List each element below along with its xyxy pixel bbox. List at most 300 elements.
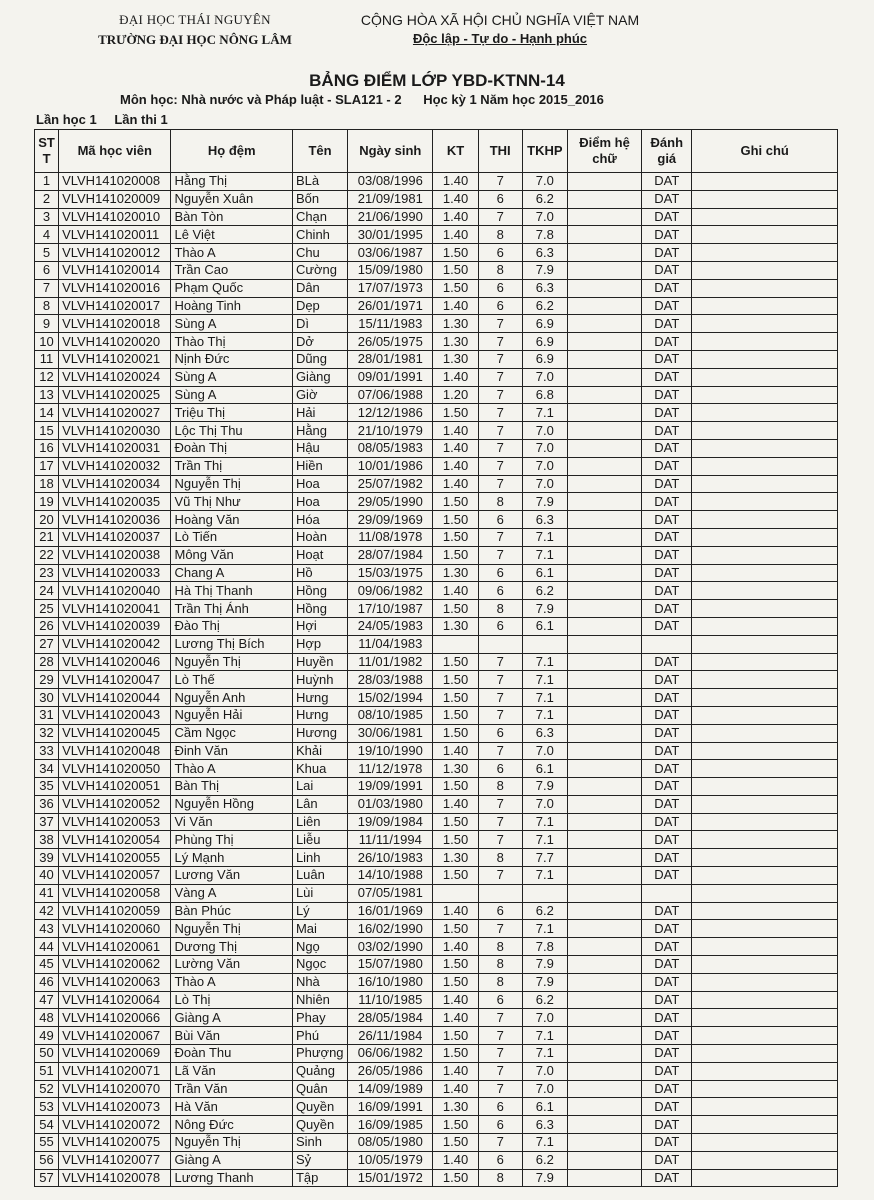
kt-score-cell: 1.50: [433, 867, 478, 885]
final-score-cell: 6.8: [522, 386, 567, 404]
evaluation-cell: DAT: [642, 333, 692, 351]
exam-score-cell: 7: [478, 671, 522, 689]
date-of-birth-cell: 26/10/1983: [348, 849, 433, 867]
date-of-birth-cell: 21/06/1990: [348, 208, 433, 226]
final-score-cell: [522, 884, 567, 902]
date-of-birth-cell: 16/01/1969: [348, 902, 433, 920]
evaluation-cell: DAT: [642, 831, 692, 849]
table-row: [35, 546, 838, 564]
student-id-cell: VLVH141020040: [59, 582, 171, 600]
row-number-cell: 13: [35, 386, 59, 404]
first-name-cell: Dương Thị: [171, 938, 292, 956]
date-of-birth-cell: 03/02/1990: [348, 938, 433, 956]
evaluation-cell: DAT: [642, 1062, 692, 1080]
letter-grade-cell: [567, 368, 641, 386]
evaluation-cell: DAT: [642, 546, 692, 564]
note-cell: [692, 1027, 838, 1045]
last-name-cell: Hồng: [292, 600, 347, 618]
date-of-birth-cell: 14/10/1988: [348, 867, 433, 885]
exam-score-cell: 6: [478, 244, 522, 262]
final-score-cell: 6.2: [522, 902, 567, 920]
student-id-cell: VLVH141020052: [59, 795, 171, 813]
final-score-cell: 6.9: [522, 350, 567, 368]
letter-grade-cell: [567, 279, 641, 297]
exam-score-cell: 6: [478, 724, 522, 742]
last-name-cell: Mai: [292, 920, 347, 938]
note-cell: [692, 920, 838, 938]
note-cell: [692, 884, 838, 902]
note-cell: [692, 635, 838, 653]
note-cell: [692, 279, 838, 297]
kt-score-cell: 1.30: [433, 1098, 478, 1116]
first-name-cell: Nguyễn Anh: [171, 689, 292, 707]
table-row: [35, 653, 838, 671]
first-name-cell: Trần Cao: [171, 261, 292, 279]
kt-score-cell: 1.50: [433, 261, 478, 279]
first-name-cell: Hà Thị Thanh: [171, 582, 292, 600]
last-name-cell: Khải: [292, 742, 347, 760]
row-number-cell: 15: [35, 422, 59, 440]
evaluation-cell: DAT: [642, 760, 692, 778]
exam-score-cell: 7: [478, 386, 522, 404]
table-row: [35, 404, 838, 422]
note-cell: [692, 1169, 838, 1187]
kt-score-cell: 1.40: [433, 297, 478, 315]
row-number-cell: 52: [35, 1080, 59, 1098]
row-number-cell: 1: [35, 173, 59, 191]
final-score-cell: 7.0: [522, 439, 567, 457]
final-score-cell: 7.9: [522, 261, 567, 279]
evaluation-cell: DAT: [642, 724, 692, 742]
student-id-cell: VLVH141020070: [59, 1080, 171, 1098]
evaluation-cell: DAT: [642, 350, 692, 368]
final-score-cell: 7.0: [522, 422, 567, 440]
note-cell: [692, 422, 838, 440]
kt-score-cell: 1.50: [433, 279, 478, 297]
subject-line: Môn học: Nhà nước và Pháp luật - SLA121 - 2: [120, 92, 402, 107]
row-number-cell: 50: [35, 1045, 59, 1063]
final-score-cell: 6.1: [522, 1098, 567, 1116]
last-name-cell: Dân: [292, 279, 347, 297]
exam-score-cell: 7: [478, 1009, 522, 1027]
table-row: [35, 511, 838, 529]
first-name-cell: Triệu Thị: [171, 404, 292, 422]
letter-grade-cell: [567, 795, 641, 813]
note-cell: [692, 742, 838, 760]
kt-score-cell: 1.50: [433, 528, 478, 546]
evaluation-cell: DAT: [642, 1116, 692, 1134]
student-id-cell: VLVH141020042: [59, 635, 171, 653]
table-row: [35, 528, 838, 546]
last-name-cell: Hợp: [292, 635, 347, 653]
table-row: [35, 884, 838, 902]
date-of-birth-cell: 06/06/1982: [348, 1045, 433, 1063]
row-number-cell: 22: [35, 546, 59, 564]
date-of-birth-cell: 08/05/1983: [348, 439, 433, 457]
evaluation-cell: DAT: [642, 1009, 692, 1027]
student-id-cell: VLVH141020031: [59, 439, 171, 457]
row-number-cell: 39: [35, 849, 59, 867]
col-header-last-name: Tên: [292, 130, 347, 173]
letter-grade-cell: [567, 991, 641, 1009]
national-heading: [330, 12, 670, 46]
evaluation-cell: DAT: [642, 422, 692, 440]
student-id-cell: VLVH141020077: [59, 1151, 171, 1169]
table-row: [35, 493, 838, 511]
last-name-cell: Linh: [292, 849, 347, 867]
last-name-cell: Lý: [292, 902, 347, 920]
exam-score-cell: 6: [478, 190, 522, 208]
table-row: [35, 190, 838, 208]
final-score-cell: 7.1: [522, 831, 567, 849]
last-name-cell: Khua: [292, 760, 347, 778]
issuer-block: [60, 12, 330, 48]
letter-grade-cell: [567, 315, 641, 333]
final-score-cell: 7.0: [522, 742, 567, 760]
student-id-cell: VLVH141020046: [59, 653, 171, 671]
letter-grade-cell: [567, 1045, 641, 1063]
national-motto: Độc lập - Tự do - Hạnh phúc: [412, 31, 588, 46]
exam-score-cell: 7: [478, 528, 522, 546]
row-number-cell: 25: [35, 600, 59, 618]
final-score-cell: 7.1: [522, 689, 567, 707]
col-header-tkhp: TKHP: [522, 130, 567, 173]
table-row: [35, 849, 838, 867]
col-header-note: Ghi chú: [692, 130, 838, 173]
last-name-cell: Hằng: [292, 422, 347, 440]
final-score-cell: 7.0: [522, 795, 567, 813]
row-number-cell: 55: [35, 1134, 59, 1152]
note-cell: [692, 617, 838, 635]
exam-score-cell: 7: [478, 867, 522, 885]
kt-score-cell: 1.40: [433, 173, 478, 191]
exam-attempt: Lần thi 1: [114, 112, 168, 127]
letter-grade-cell: [567, 457, 641, 475]
date-of-birth-cell: 11/08/1978: [348, 528, 433, 546]
col-header-stt: ST T: [35, 130, 59, 173]
exam-score-cell: 7: [478, 546, 522, 564]
last-name-cell: BLà: [292, 173, 347, 191]
date-of-birth-cell: 08/10/1985: [348, 706, 433, 724]
row-number-cell: 18: [35, 475, 59, 493]
student-id-cell: VLVH141020021: [59, 350, 171, 368]
letter-grade-cell: [567, 582, 641, 600]
evaluation-cell: DAT: [642, 1169, 692, 1187]
note-cell: [692, 813, 838, 831]
table-row: [35, 635, 838, 653]
kt-score-cell: 1.50: [433, 244, 478, 262]
document-title: BẢNG ĐIỂM LỚP YBD-KTNN-14: [309, 71, 565, 90]
first-name-cell: Nguyễn Thị: [171, 653, 292, 671]
date-of-birth-cell: 16/09/1991: [348, 1098, 433, 1116]
kt-score-cell: 1.40: [433, 1151, 478, 1169]
evaluation-cell: DAT: [642, 386, 692, 404]
exam-score-cell: 7: [478, 813, 522, 831]
row-number-cell: 57: [35, 1169, 59, 1187]
table-row: [35, 706, 838, 724]
row-number-cell: 4: [35, 226, 59, 244]
date-of-birth-cell: 14/09/1989: [348, 1080, 433, 1098]
student-id-cell: VLVH141020066: [59, 1009, 171, 1027]
col-header-dob: Ngày sinh: [348, 130, 433, 173]
row-number-cell: 23: [35, 564, 59, 582]
note-cell: [692, 938, 838, 956]
table-row: [35, 1151, 838, 1169]
letter-grade-cell: [567, 956, 641, 974]
col-header-thi: THI: [478, 130, 522, 173]
date-of-birth-cell: 21/09/1981: [348, 190, 433, 208]
student-id-cell: VLVH141020012: [59, 244, 171, 262]
table-row: [35, 991, 838, 1009]
date-of-birth-cell: 29/05/1990: [348, 493, 433, 511]
evaluation-cell: DAT: [642, 689, 692, 707]
date-of-birth-cell: 26/05/1986: [348, 1062, 433, 1080]
table-row: [35, 1116, 838, 1134]
row-number-cell: 8: [35, 297, 59, 315]
letter-grade-cell: [567, 511, 641, 529]
date-of-birth-cell: 25/07/1982: [348, 475, 433, 493]
letter-grade-cell: [567, 867, 641, 885]
table-row: [35, 724, 838, 742]
last-name-cell: Hưng: [292, 706, 347, 724]
date-of-birth-cell: 19/09/1984: [348, 813, 433, 831]
first-name-cell: Đoàn Thị: [171, 439, 292, 457]
note-cell: [692, 760, 838, 778]
first-name-cell: Vũ Thị Như: [171, 493, 292, 511]
letter-grade-cell: [567, 1009, 641, 1027]
note-cell: [692, 564, 838, 582]
exam-score-cell: 6: [478, 582, 522, 600]
table-row: [35, 813, 838, 831]
evaluation-cell: DAT: [642, 279, 692, 297]
table-row: [35, 173, 838, 191]
final-score-cell: 7.1: [522, 671, 567, 689]
first-name-cell: Thào Thị: [171, 333, 292, 351]
letter-grade-cell: [567, 938, 641, 956]
first-name-cell: Mông Văn: [171, 546, 292, 564]
evaluation-cell: DAT: [642, 439, 692, 457]
row-number-cell: 20: [35, 511, 59, 529]
evaluation-cell: DAT: [642, 653, 692, 671]
letter-grade-cell: [567, 475, 641, 493]
col-header-first-name: Họ đệm: [171, 130, 292, 173]
kt-score-cell: [433, 884, 478, 902]
letter-grade-cell: [567, 973, 641, 991]
exam-score-cell: 6: [478, 760, 522, 778]
date-of-birth-cell: 15/03/1975: [348, 564, 433, 582]
table-row: [35, 1062, 838, 1080]
last-name-cell: Lân: [292, 795, 347, 813]
row-number-cell: 3: [35, 208, 59, 226]
row-number-cell: 56: [35, 1151, 59, 1169]
table-row: [35, 315, 838, 333]
exam-score-cell: 8: [478, 778, 522, 796]
grades-table: [34, 129, 838, 1187]
col-header-kt: KT: [433, 130, 478, 173]
note-cell: [692, 368, 838, 386]
table-row: [35, 1098, 838, 1116]
letter-grade-cell: [567, 386, 641, 404]
kt-score-cell: 1.40: [433, 457, 478, 475]
first-name-cell: Lò Thế: [171, 671, 292, 689]
exam-score-cell: 8: [478, 600, 522, 618]
exam-score-cell: 8: [478, 493, 522, 511]
last-name-cell: Giàng: [292, 368, 347, 386]
final-score-cell: 7.9: [522, 956, 567, 974]
exam-score-cell: 6: [478, 279, 522, 297]
table-row: [35, 671, 838, 689]
kt-score-cell: 1.40: [433, 226, 478, 244]
note-cell: [692, 991, 838, 1009]
letter-grade-cell: [567, 208, 641, 226]
letter-grade-cell: [567, 831, 641, 849]
table-body: [35, 173, 838, 1187]
kt-score-cell: 1.40: [433, 208, 478, 226]
kt-score-cell: 1.50: [433, 1169, 478, 1187]
evaluation-cell: [642, 884, 692, 902]
student-id-cell: VLVH141020053: [59, 813, 171, 831]
final-score-cell: 6.2: [522, 991, 567, 1009]
student-id-cell: VLVH141020024: [59, 368, 171, 386]
note-cell: [692, 867, 838, 885]
letter-grade-cell: [567, 1062, 641, 1080]
evaluation-cell: DAT: [642, 867, 692, 885]
student-id-cell: VLVH141020063: [59, 973, 171, 991]
note-cell: [692, 261, 838, 279]
last-name-cell: Hồ: [292, 564, 347, 582]
date-of-birth-cell: 11/12/1978: [348, 760, 433, 778]
last-name-cell: Luân: [292, 867, 347, 885]
last-name-cell: Hiền: [292, 457, 347, 475]
table-row: [35, 422, 838, 440]
note-cell: [692, 511, 838, 529]
note-cell: [692, 208, 838, 226]
first-name-cell: Hằng Thị: [171, 173, 292, 191]
exam-score-cell: 7: [478, 831, 522, 849]
table-row: [35, 742, 838, 760]
evaluation-cell: DAT: [642, 511, 692, 529]
student-id-cell: VLVH141020075: [59, 1134, 171, 1152]
final-score-cell: 6.1: [522, 564, 567, 582]
row-number-cell: 6: [35, 261, 59, 279]
letter-grade-cell: [567, 1080, 641, 1098]
table-row: [35, 689, 838, 707]
last-name-cell: Huyền: [292, 653, 347, 671]
letter-grade-cell: [567, 261, 641, 279]
evaluation-cell: DAT: [642, 1151, 692, 1169]
final-score-cell: 7.0: [522, 1080, 567, 1098]
row-number-cell: 34: [35, 760, 59, 778]
student-id-cell: VLVH141020033: [59, 564, 171, 582]
letter-grade-cell: [567, 724, 641, 742]
letter-grade-cell: [567, 813, 641, 831]
first-name-cell: Lý Mạnh: [171, 849, 292, 867]
row-number-cell: 35: [35, 778, 59, 796]
note-cell: [692, 244, 838, 262]
date-of-birth-cell: 28/05/1984: [348, 1009, 433, 1027]
table-row: [35, 386, 838, 404]
row-number-cell: 40: [35, 867, 59, 885]
date-of-birth-cell: 15/07/1980: [348, 956, 433, 974]
exam-score-cell: 7: [478, 333, 522, 351]
letter-grade-cell: [567, 902, 641, 920]
first-name-cell: Trần Văn: [171, 1080, 292, 1098]
final-score-cell: 7.0: [522, 173, 567, 191]
last-name-cell: Quân: [292, 1080, 347, 1098]
exam-score-cell: 7: [478, 439, 522, 457]
exam-score-cell: 7: [478, 1027, 522, 1045]
letter-grade-cell: [567, 226, 641, 244]
letter-grade-cell: [567, 600, 641, 618]
note-cell: [692, 831, 838, 849]
letter-grade-cell: [567, 564, 641, 582]
last-name-cell: Ngọc: [292, 956, 347, 974]
student-id-cell: VLVH141020078: [59, 1169, 171, 1187]
letter-grade-cell: [567, 1098, 641, 1116]
kt-score-cell: 1.50: [433, 1045, 478, 1063]
final-score-cell: 7.1: [522, 404, 567, 422]
student-id-cell: VLVH141020027: [59, 404, 171, 422]
row-number-cell: 11: [35, 350, 59, 368]
evaluation-cell: DAT: [642, 244, 692, 262]
first-name-cell: Sùng A: [171, 315, 292, 333]
first-name-cell: Lộc Thị Thu: [171, 422, 292, 440]
evaluation-cell: [642, 635, 692, 653]
row-number-cell: 48: [35, 1009, 59, 1027]
row-number-cell: 5: [35, 244, 59, 262]
final-score-cell: 7.9: [522, 493, 567, 511]
exam-score-cell: 6: [478, 511, 522, 529]
last-name-cell: Hoa: [292, 475, 347, 493]
first-name-cell: Lương Thanh: [171, 1169, 292, 1187]
semester-line: Học kỳ 1 Năm học 2015_2016: [423, 92, 604, 107]
note-cell: [692, 1062, 838, 1080]
kt-score-cell: 1.40: [433, 368, 478, 386]
study-attempt: Lần học 1: [36, 112, 97, 127]
exam-score-cell: 7: [478, 475, 522, 493]
row-number-cell: 37: [35, 813, 59, 831]
last-name-cell: Hưng: [292, 689, 347, 707]
exam-score-cell: 7: [478, 1045, 522, 1063]
last-name-cell: Lai: [292, 778, 347, 796]
course-info: [120, 92, 604, 107]
exam-score-cell: 7: [478, 1134, 522, 1152]
evaluation-cell: DAT: [642, 902, 692, 920]
letter-grade-cell: [567, 1027, 641, 1045]
row-number-cell: 47: [35, 991, 59, 1009]
date-of-birth-cell: 15/11/1983: [348, 315, 433, 333]
final-score-cell: 6.2: [522, 582, 567, 600]
table-row: [35, 297, 838, 315]
final-score-cell: 7.9: [522, 1169, 567, 1187]
date-of-birth-cell: 28/07/1984: [348, 546, 433, 564]
country-name: CỘNG HÒA XÃ HỘI CHỦ NGHĨA VIỆT NAM: [360, 12, 640, 28]
kt-score-cell: 1.40: [433, 991, 478, 1009]
note-cell: [692, 849, 838, 867]
row-number-cell: 19: [35, 493, 59, 511]
first-name-cell: Hoàng Văn: [171, 511, 292, 529]
final-score-cell: 6.2: [522, 297, 567, 315]
exam-score-cell: 7: [478, 368, 522, 386]
final-score-cell: 7.9: [522, 600, 567, 618]
student-id-cell: VLVH141020055: [59, 849, 171, 867]
student-id-cell: VLVH141020047: [59, 671, 171, 689]
final-score-cell: 7.1: [522, 706, 567, 724]
evaluation-cell: DAT: [642, 778, 692, 796]
row-number-cell: 32: [35, 724, 59, 742]
kt-score-cell: 1.50: [433, 1027, 478, 1045]
final-score-cell: 6.3: [522, 279, 567, 297]
